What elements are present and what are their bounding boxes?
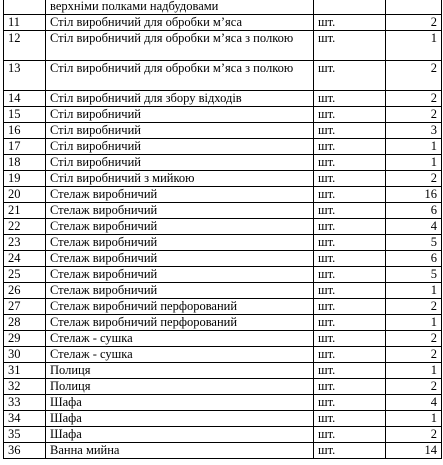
quantity-cell: 1 bbox=[386, 315, 442, 331]
quantity-cell: 3 bbox=[386, 123, 442, 139]
row-number: 28 bbox=[4, 315, 46, 331]
table-row bbox=[4, 91, 442, 107]
quantity-cell: 1 bbox=[386, 283, 442, 299]
item-name: Стелаж виробничий bbox=[46, 203, 314, 219]
table-row bbox=[4, 235, 442, 251]
item-name: Стіл виробничий для обробки м’яса з полкою bbox=[46, 31, 314, 61]
item-name: Стіл виробничий для обробки м’яса з полкою bbox=[46, 61, 314, 91]
quantity-cell: 2 bbox=[386, 91, 442, 107]
quantity-cell bbox=[386, 0, 442, 15]
equipment-table-body bbox=[4, 0, 442, 459]
table-row bbox=[4, 299, 442, 315]
table-row bbox=[4, 203, 442, 219]
row-number: 35 bbox=[4, 427, 46, 443]
table-row bbox=[4, 443, 442, 459]
row-number: 26 bbox=[4, 283, 46, 299]
unit-cell: шт. bbox=[314, 15, 386, 31]
table-row bbox=[4, 331, 442, 347]
unit-cell: шт. bbox=[314, 283, 386, 299]
unit-cell: шт. bbox=[314, 443, 386, 459]
quantity-cell: 6 bbox=[386, 251, 442, 267]
unit-cell: шт. bbox=[314, 411, 386, 427]
quantity-cell: 2 bbox=[386, 15, 442, 31]
unit-cell bbox=[314, 0, 386, 15]
table-row bbox=[4, 31, 442, 61]
quantity-cell: 1 bbox=[386, 31, 442, 61]
table-row bbox=[4, 395, 442, 411]
quantity-cell: 2 bbox=[386, 379, 442, 395]
row-number: 14 bbox=[4, 91, 46, 107]
table-row bbox=[4, 347, 442, 363]
unit-cell: шт. bbox=[314, 139, 386, 155]
row-number: 20 bbox=[4, 187, 46, 203]
table-row bbox=[4, 15, 442, 31]
table-row bbox=[4, 107, 442, 123]
quantity-cell: 5 bbox=[386, 235, 442, 251]
table-row bbox=[4, 411, 442, 427]
item-name: Стіл виробничий bbox=[46, 155, 314, 171]
row-number: 18 bbox=[4, 155, 46, 171]
item-name: Стелаж - сушка bbox=[46, 347, 314, 363]
table-row bbox=[4, 283, 442, 299]
row-number: 11 bbox=[4, 15, 46, 31]
item-name: Шафа bbox=[46, 411, 314, 427]
table-row bbox=[4, 379, 442, 395]
quantity-cell: 16 bbox=[386, 187, 442, 203]
table-row bbox=[4, 171, 442, 187]
row-number: 25 bbox=[4, 267, 46, 283]
unit-cell: шт. bbox=[314, 155, 386, 171]
table-row bbox=[4, 363, 442, 379]
item-name: Ванна мийна bbox=[46, 443, 314, 459]
item-name: Стелаж виробничий bbox=[46, 283, 314, 299]
unit-cell: шт. bbox=[314, 427, 386, 443]
equipment-table bbox=[3, 0, 442, 459]
row-number: 19 bbox=[4, 171, 46, 187]
unit-cell: шт. bbox=[314, 107, 386, 123]
item-name: верхніми полками надбудовами bbox=[46, 0, 314, 15]
unit-cell: шт. bbox=[314, 331, 386, 347]
item-name: Шафа bbox=[46, 395, 314, 411]
row-number: 29 bbox=[4, 331, 46, 347]
item-name: Полиця bbox=[46, 379, 314, 395]
quantity-cell: 6 bbox=[386, 203, 442, 219]
quantity-cell: 14 bbox=[386, 443, 442, 459]
quantity-cell: 4 bbox=[386, 395, 442, 411]
row-number: 33 bbox=[4, 395, 46, 411]
item-name: Стелаж виробничий bbox=[46, 267, 314, 283]
row-number: 30 bbox=[4, 347, 46, 363]
item-name: Шафа bbox=[46, 427, 314, 443]
item-name: Стіл виробничий для обробки м’яса bbox=[46, 15, 314, 31]
item-name: Стелаж виробничий bbox=[46, 251, 314, 267]
table-row bbox=[4, 267, 442, 283]
table-row bbox=[4, 139, 442, 155]
row-number: 22 bbox=[4, 219, 46, 235]
row-number bbox=[4, 0, 46, 15]
item-name: Стелаж виробничий bbox=[46, 187, 314, 203]
unit-cell: шт. bbox=[314, 61, 386, 91]
item-name: Стелаж виробничий перфорований bbox=[46, 299, 314, 315]
table-row bbox=[4, 427, 442, 443]
table-row bbox=[4, 61, 442, 91]
row-number: 12 bbox=[4, 31, 46, 61]
item-name: Стіл виробничий bbox=[46, 123, 314, 139]
quantity-cell: 2 bbox=[386, 427, 442, 443]
quantity-cell: 1 bbox=[386, 411, 442, 427]
row-number: 27 bbox=[4, 299, 46, 315]
unit-cell: шт. bbox=[314, 363, 386, 379]
quantity-cell: 1 bbox=[386, 155, 442, 171]
table-row bbox=[4, 123, 442, 139]
unit-cell: шт. bbox=[314, 315, 386, 331]
unit-cell: шт. bbox=[314, 171, 386, 187]
row-number: 34 bbox=[4, 411, 46, 427]
quantity-cell: 4 bbox=[386, 219, 442, 235]
item-name: Стіл виробничий bbox=[46, 107, 314, 123]
quantity-cell: 1 bbox=[386, 139, 442, 155]
item-name: Стіл виробничий для збору відходів bbox=[46, 91, 314, 107]
table-row bbox=[4, 251, 442, 267]
row-number: 13 bbox=[4, 61, 46, 91]
unit-cell: шт. bbox=[314, 395, 386, 411]
unit-cell: шт. bbox=[314, 379, 386, 395]
quantity-cell: 2 bbox=[386, 107, 442, 123]
row-number: 23 bbox=[4, 235, 46, 251]
quantity-cell: 2 bbox=[386, 331, 442, 347]
row-number: 32 bbox=[4, 379, 46, 395]
item-name: Стелаж виробничий bbox=[46, 219, 314, 235]
row-number: 15 bbox=[4, 107, 46, 123]
row-number: 17 bbox=[4, 139, 46, 155]
unit-cell: шт. bbox=[314, 31, 386, 61]
table-row bbox=[4, 315, 442, 331]
quantity-cell: 2 bbox=[386, 299, 442, 315]
table-row bbox=[4, 155, 442, 171]
unit-cell: шт. bbox=[314, 235, 386, 251]
item-name: Стіл виробничий з мийкою bbox=[46, 171, 314, 187]
row-number: 24 bbox=[4, 251, 46, 267]
unit-cell: шт. bbox=[314, 251, 386, 267]
unit-cell: шт. bbox=[314, 267, 386, 283]
unit-cell: шт. bbox=[314, 91, 386, 107]
row-number: 21 bbox=[4, 203, 46, 219]
table-row bbox=[4, 0, 442, 15]
unit-cell: шт. bbox=[314, 347, 386, 363]
row-number: 31 bbox=[4, 363, 46, 379]
item-name: Стелаж виробничий bbox=[46, 235, 314, 251]
table-row bbox=[4, 219, 442, 235]
item-name: Полиця bbox=[46, 363, 314, 379]
quantity-cell: 1 bbox=[386, 363, 442, 379]
item-name: Стіл виробничий bbox=[46, 139, 314, 155]
unit-cell: шт. bbox=[314, 299, 386, 315]
quantity-cell: 5 bbox=[386, 267, 442, 283]
item-name: Стелаж виробничий перфорований bbox=[46, 315, 314, 331]
unit-cell: шт. bbox=[314, 203, 386, 219]
row-number: 16 bbox=[4, 123, 46, 139]
quantity-cell: 2 bbox=[386, 347, 442, 363]
quantity-cell: 2 bbox=[386, 61, 442, 91]
item-name: Стелаж - сушка bbox=[46, 331, 314, 347]
unit-cell: шт. bbox=[314, 187, 386, 203]
table-row bbox=[4, 187, 442, 203]
unit-cell: шт. bbox=[314, 123, 386, 139]
quantity-cell: 2 bbox=[386, 171, 442, 187]
row-number: 36 bbox=[4, 443, 46, 459]
unit-cell: шт. bbox=[314, 219, 386, 235]
